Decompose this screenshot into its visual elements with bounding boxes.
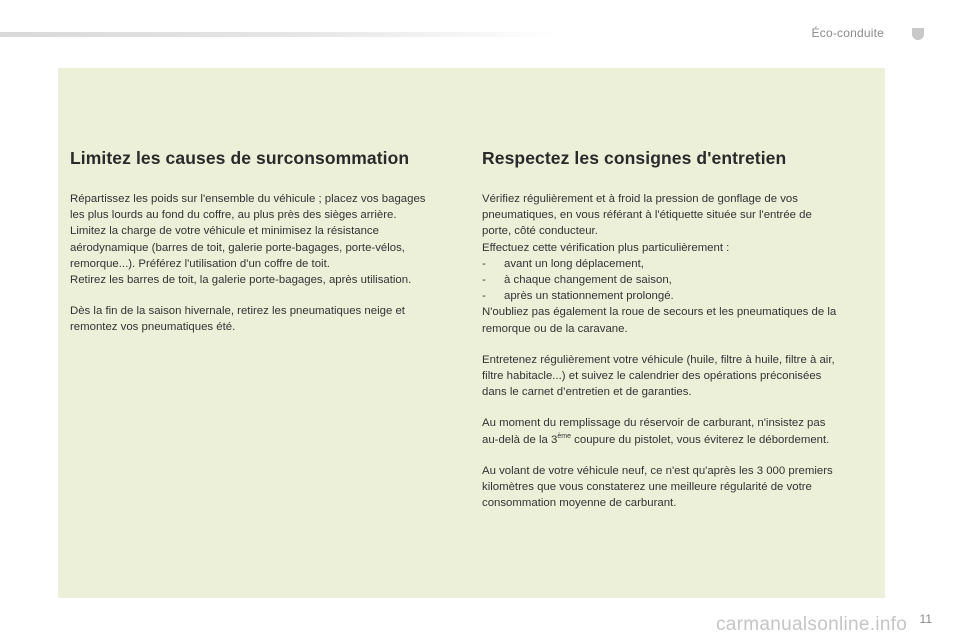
text-line: filtre habitacle...) et suivez le calendrier des opérations préconisées bbox=[482, 370, 822, 383]
right-heading: Respectez les consignes d'entretien bbox=[482, 148, 787, 168]
text-line: aérodynamique (barres de toit, galerie porte-bagages, porte-vélos, bbox=[70, 241, 405, 254]
text-line: kilomètres que vous constaterez une meilleure régularité de votre bbox=[482, 481, 812, 494]
text-line: Limitez la charge de votre véhicule et minimisez la résistance bbox=[70, 225, 379, 238]
right-column bbox=[482, 148, 874, 526]
text-line: Répartissez les poids sur l'ensemble du véhicule ; placez vos bagages bbox=[70, 193, 426, 205]
text-line: pneumatiques, en vous référant à l'étiquette située sur l'entrée de bbox=[482, 209, 812, 222]
right-paragraph-new-vehicle bbox=[482, 463, 874, 512]
list-dash: - bbox=[482, 274, 486, 287]
watermark: carmanualsonline.info bbox=[716, 614, 908, 635]
list-item-text: à chaque changement de saison, bbox=[504, 274, 672, 287]
list-item bbox=[482, 256, 874, 272]
text-line: Dès la fin de la saison hivernale, retirez les pneumatiques neige et bbox=[70, 305, 405, 318]
text-fragment: coupure du pistolet, vous éviterez le débordement. bbox=[571, 433, 830, 446]
list-item bbox=[482, 288, 874, 304]
list-dash: - bbox=[482, 257, 486, 270]
text-line: Au moment du remplissage du réservoir de carburant, n'insistez pas bbox=[482, 417, 826, 430]
text-line: consommation moyenne de carburant. bbox=[482, 497, 677, 510]
text-line bbox=[482, 432, 874, 448]
content-panel bbox=[58, 68, 885, 598]
text-line: Entretenez régulièrement votre véhicule (huile, filtre à huile, filtre à air, bbox=[482, 353, 835, 366]
section-title: Éco-conduite bbox=[811, 26, 884, 40]
text-fragment: au-delà de la 3 bbox=[482, 433, 558, 446]
list-dash: - bbox=[482, 290, 486, 303]
right-paragraph-maintenance bbox=[482, 352, 874, 401]
page-number: 11 bbox=[919, 612, 932, 626]
text-line: N'oubliez pas également la roue de secours et les pneumatiques de la bbox=[482, 306, 837, 319]
text-line: Vérifiez régulièrement et à froid la pression de gonflage de vos bbox=[482, 193, 798, 205]
text-line: dans le carnet d’entretien et de garanties. bbox=[482, 386, 692, 399]
page-corner-tab bbox=[912, 28, 924, 40]
text-line: Au volant de votre véhicule neuf, ce n'est qu'après les 3 000 premiers bbox=[482, 464, 833, 477]
right-paragraph-pressure bbox=[482, 191, 874, 337]
text-line: Retirez les barres de toit, la galerie porte-bagages, après utilisation. bbox=[70, 274, 412, 287]
text-line: remorque ou de la caravane. bbox=[482, 322, 628, 335]
left-heading: Limitez les causes de surconsommation bbox=[70, 148, 410, 168]
left-paragraph-weight bbox=[70, 191, 462, 288]
header-rule bbox=[0, 32, 560, 37]
list-item-text: après un stationnement prolongé. bbox=[504, 290, 674, 303]
text-line: remontez vos pneumatiques été. bbox=[70, 321, 236, 334]
right-paragraph-refuel bbox=[482, 415, 874, 447]
left-column bbox=[70, 148, 462, 351]
text-line: porte, côté conducteur. bbox=[482, 225, 598, 238]
list-item bbox=[482, 272, 874, 288]
text-line: les plus lourds au fond du coffre, au plus près des sièges arrière. bbox=[70, 209, 397, 222]
list-item-text: avant un long déplacement, bbox=[504, 257, 644, 270]
left-paragraph-tyres bbox=[70, 303, 462, 335]
text-line: Effectuez cette vérification plus particulièrement : bbox=[482, 241, 730, 254]
ordinal-superscript: ème bbox=[557, 432, 571, 440]
text-line: remorque...). Préférez l'utilisation d'un coffre de toit. bbox=[70, 257, 330, 270]
